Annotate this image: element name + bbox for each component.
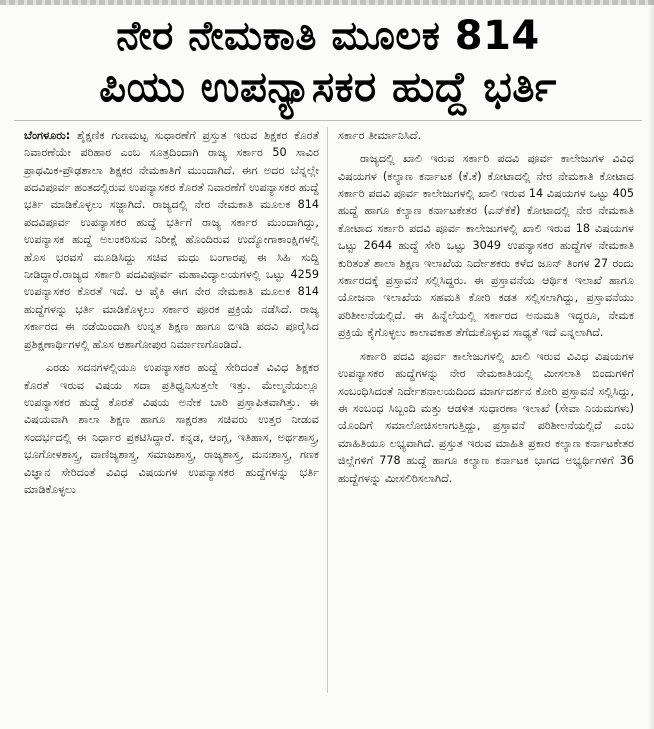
article-paragraph: ರಾಜ್ಯದಲ್ಲಿ ಖಾಲಿ ಇರುವ ಸರ್ಕಾರಿ ಪದವಿ ಪೂರ್ವ ಕಾಲೇಜುಗಳ ವಿವಿಧ ವಿಷಯಗಳ (ಕಲ್ಯಾಣ ಕರ್ನಾಟಕ (ಕೆ.ಕೆ) ಕೋಟಾದಲ್ಲಿ ನೇರ ನೇಮಕಾತಿ ಕೋಟಾದ ಸರ್ಕಾರಿ ಪದವಿ ಪೂರ್ವ ಕಾಲೇಜುಗಳಲ್ಲಿ ಖಾಲಿ ಇರುವ 14 ವಿಷಯಗಳ ಒಟ್ಟು 405 ಹುದ್ದೆ ಹಾಗೂ ಕಲ್ಯಾಣ ಕರ್ನಾಟಕೇತರ (ಎನ್‌ಕೆಕೆ) ಕೋಟಾದಲ್ಲಿ ನೇರ ನೇಮಕಾತಿ ಕೋಟಾದ ಸರ್ಕಾರಿ ಪದವಿ ಪೂರ್ವ ಕಾಲೇಜುಗಳಲ್ಲಿ ಖಾಲಿ ಇರುವ 18 ವಿಷಯಗಳ ಒಟ್ಟು 2644 ಹುದ್ದೆ ಸೇರಿ ಒಟ್ಟು 3049 ಉಪನ್ಯಾಸಕರ ಹುದ್ದೆಗಳ ನೇಮಕಾತಿ ಕುರಿತಂತೆ ಶಾಲಾ ಶಿಕ್ಷಣ ಇಲಾಖೆಯ ನಿರ್ದೇಶಕರು ಕಳೆದ ಜೂನ್ ತಿಂಗಳ 27 ರಂದು ಸರ್ಕಾರದಕ್ಕೆ ಪ್ರಸ್ತಾವನೆ ಸಲ್ಲಿಸಿದ್ದರು. ಈ ಪ್ರಸ್ತಾವನೆಯ ಆರ್ಥಿಕ ಇಲಾಖೆ ಹಾಗೂ ಯೋಜನಾ ಇಲಾಖೆಯ ಸಹಮತಿ ಕೋರಿ ಕಡತ ಸಲ್ಲಿಸಲಾಗಿದ್ದು, ಪ್ರಸ್ತಾವನೆಯು ಪರಿಶೀಲನೆಯಲ್ಲಿದೆ. ಈ ಹಿನ್ನೆಲೆಯಲ್ಲಿ ಸರ್ಕಾರದ ಅನುಮತಿ ಇದ್ದರೂ, ನೇಮಕ ಪ್ರಕ್ರಿಯೆ ಕೈಗೊಳ್ಳಲು ಕಾಲಾವಕಾಶ ತೆಗೆದುಕೊಳ್ಳುವ ಸಾಧ್ಯತೆ ಇದೆ ಎನ್ನಲಾಗಿದೆ. [338, 152, 634, 340]
paragraph-text: ಶೈಕ್ಷಣಿಕ ಗುಣಮಟ್ಟ ಸುಧಾರಣೆಗೆ ಪ್ರಸ್ತುತ ಇರುವ ಶಿಕ್ಷಕರ ಕೊರತೆ ನಿವಾರಣೆಯೇ ಪರಿಹಾರ ಎಂಬ ಸೂತ್ರದಿಂದಾಗಿ ರಾಜ್ಯ ಸರ್ಕಾರ 50 ಸಾವಿರ ಪ್ರಾಥಮಿಕ-ಪ್ರೌಢಶಾಲಾ ಶಿಕ್ಷಕರ ನೇಮಕಾತಿಗೆ ಮುಂದಾಗಿದೆ. ಈಗ ಅದರ ಬೆನ್ನಲ್ಲೇ ಪದವಿಪೂರ್ವ ಹಂತದಲ್ಲಿರುವ ಉಪನ್ಯಾಸಕರ ಕೊರತೆ ನಿವಾರಣೆಗೆ ಉಪನ್ಯಾಸಕರ ಹುದ್ದೆ ಭರ್ತಿ ಮಾಡಿಕೊಳ್ಳಲು ಸಜ್ಜಾಗಿದೆ. ರಾಜ್ಯದಲ್ಲಿ ನೇರ ನೇಮಕಾತಿ ಮೂಲಕ 814 ಪದವಿಪೂರ್ವ ಉಪನ್ಯಾಸಕರ ಹುದ್ದೆ ಭರ್ತಿಗೆ ರಾಜ್ಯ ಸರ್ಕಾರ ಮುಂದಾಗಿದ್ದು, ಉಪನ್ಯಾಸಕ ಹುದ್ದೆ ಅಲಂಕರಿಸುವ ನಿರೀಕ್ಷೆ ಹೊಂದಿರುವ ಉದ್ಯೋಗಾಕಾಂಕ್ಷಿಗಳಲ್ಲಿ ಹೊಸ ಭರವಸೆ ಮೂಡಿಸಿದ್ದು ಸಚಿವ ಮಧು ಬಂಗಾರಪ್ಪ ಈ ಸಿಹಿ ಸುದ್ದಿ ನೀಡಿದ್ದಾರೆ.ರಾಜ್ಯದ ಸರ್ಕಾರಿ ಪದವಿಪೂರ್ವ ಮಹಾವಿದ್ಯಾಲಯಗಳಲ್ಲಿ ಒಟ್ಟು 4259 ಉಪನ್ಯಾಸಕರ ಕೊರತೆ ಇದೆ. ಆ ಪೈಕಿ ಈಗ ನೇರ ನೇಮಕಾತಿ ಮೂಲಕ 814 ಹುದ್ದೆಗಳನ್ನು ಭರ್ತಿ ಮಾಡಿಕೊಳ್ಳಲು ಸರ್ಕಾರ ಪೂರಕ ಪ್ರಕ್ರಿಯೆ ನಡೆಸಿದೆ. ರಾಜ್ಯ ಸರ್ಕಾರದ ಈ ನಡೆಯಿಂದಾಗಿ ಉನ್ನತ ಶಿಕ್ಷಣ ಹಾಗೂ ಬಿಇಡಿ ಪದವಿ ಪೂರೈಸಿದ ಪ್ರಶಿಕ್ಷಣಾರ್ಥಿಗಳಲ್ಲಿ ಹೊಸ ಆಶಾಗೋಪುರ ನಿರ್ಮಾಣಗೊಂಡಿದೆ. [24, 128, 319, 351]
headline-divider [14, 120, 642, 121]
article-column-left [10, 127, 328, 693]
headline [10, 14, 646, 110]
article-paragraph [24, 127, 319, 353]
article-body [10, 127, 646, 693]
dateline: ಬೆಂಗಳೂರು: [24, 128, 71, 142]
article-paragraph: ಸರ್ಕಾರಿ ಪದವಿ ಪೂರ್ವ ಕಾಲೇಜುಗಳಲ್ಲಿ ಖಾಲಿ ಇರುವ ವಿವಿಧ ವಿಷಯಗಳ ಉಪನ್ಯಾಸಕರ ಹುದ್ದೆಗಳನ್ನು ನೇರ ನೇಮಕಾತಿಯಲ್ಲಿ ಮೀಸಲಾತಿ ಬಿಂದುಗಳಿಗೆ ಸಂಬಂಧಿಸಿದಂತೆ ನಿರ್ದೇಶನಾಲಯದಿಂದ ಮಾರ್ಗದರ್ಶನ ಕೋರಿ ಪ್ರಸ್ತಾವನೆ ಸಲ್ಲಿಸಿದ್ದು, ಈ ಸಂಬಂಧ ಸಿಬ್ಬಂದಿ ಮತ್ತು ಆಡಳಿತ ಸುಧಾರಣಾ ಇಲಾಖೆ (ಸೇವಾ ನಿಯಮಗಳು) ಯೊಂದಿಗೆ ಸಮಾಲೋಚಿಸಲಾಗುತ್ತಿದ್ದು, ಪ್ರಸ್ತಾವನೆ ಪರಿಶೀಲನೆಯಲ್ಲಿದೆ ಎಂಬ ಮಾಹಿತಿಯೂ ಲಭ್ಯವಾಗಿದೆ. ಪ್ರಸ್ತುತ ಇರುವ ಮಾಹಿತಿ ಪ್ರಕಾರ ಕಲ್ಯಾಣ ಕರ್ನಾಟಕೇತರ ಜಿಲ್ಲೆಗಳಿಗೆ 778 ಹುದ್ದೆ ಹಾಗೂ ಕಲ್ಯಾಣ ಕರ್ನಾಟಕ ಭಾಗದ ಅಭ್ಯರ್ಥಿಗಳಿಗೆ 36 ಹುದ್ದೆಗಳನ್ನು ಮೀಸಲಿರಿಸಲಾಗಿದೆ. [338, 349, 634, 485]
article-column-right [328, 127, 646, 693]
article-paragraph: ಸರ್ಕಾರ ತೀರ್ಮಾನಿಸಿದೆ. [338, 128, 422, 142]
top-edge-rule [0, 0, 654, 5]
article-paragraph: ಎರಡು ಸದನಗಳಲ್ಲಿಯೂ ಉಪನ್ಯಾಸಕರ ಹುದ್ದೆ ಸೇರಿದಂತೆ ವಿವಿಧ ಶಿಕ್ಷಕರ ಕೊರತೆ ಇರುವ ವಿಷಯ ಸದಾ ಪ್ರತಿಧ್ವನಿಸುತ್ತಲೇ ಇತ್ತು. ಮೇಲ್ಮನೆಯಲ್ಲೂ ಉಪನ್ಯಾಸಕರ ಹುದ್ದೆ ಕೊರತೆ ವಿಷಯ ಅನೇಕ ಬಾರಿ ಪ್ರಸ್ತಾಪಿತವಾಗಿತ್ತು. ಈ ವಿಷಯವಾಗಿ ಶಾಲಾ ಶಿಕ್ಷಣ ಹಾಗೂ ಸಾಕ್ಷರತಾ ಸಚಿವರು ಉತ್ತರ ನೀಡುವ ಸಂದರ್ಭದಲ್ಲಿ ಈ ನಿರ್ಧಾರ ಪ್ರಕಟಿಸಿದ್ದಾರೆ. ಕನ್ನಡ, ಆಂಗ್ಲ, ಇತಿಹಾಸ, ಅರ್ಥಶಾಸ್ತ್ರ, ಭೂಗೋಳಶಾಸ್ತ್ರ, ವಾಣಿಜ್ಯಶಾಸ್ತ್ರ, ಸಮಾಜಶಾಸ್ತ್ರ, ರಾಜ್ಯಶಾಸ್ತ್ರ, ಮನಃಶಾಸ್ತ್ರ, ಗಣಕ ವಿಜ್ಞಾನ ಸೇರಿದಂತೆ ವಿವಿಧ ವಿಷಯಗಳ ಉಪನ್ಯಾಸಕರ ಹುದ್ದೆಗಳನ್ನು ಭರ್ತಿ ಮಾಡಿಕೊಳ್ಳಲು [24, 361, 319, 496]
headline-line-1: ನೇರ ನೇಮಕಾತಿ ಮೂಲಕ 814 [116, 13, 540, 59]
headline-line-2: ಪಿಯು ಉಪನ್ಯಾಸಕರ ಹುದ್ದೆ ಭರ್ತಿ [99, 61, 557, 111]
page-edge-shadow [648, 0, 654, 729]
